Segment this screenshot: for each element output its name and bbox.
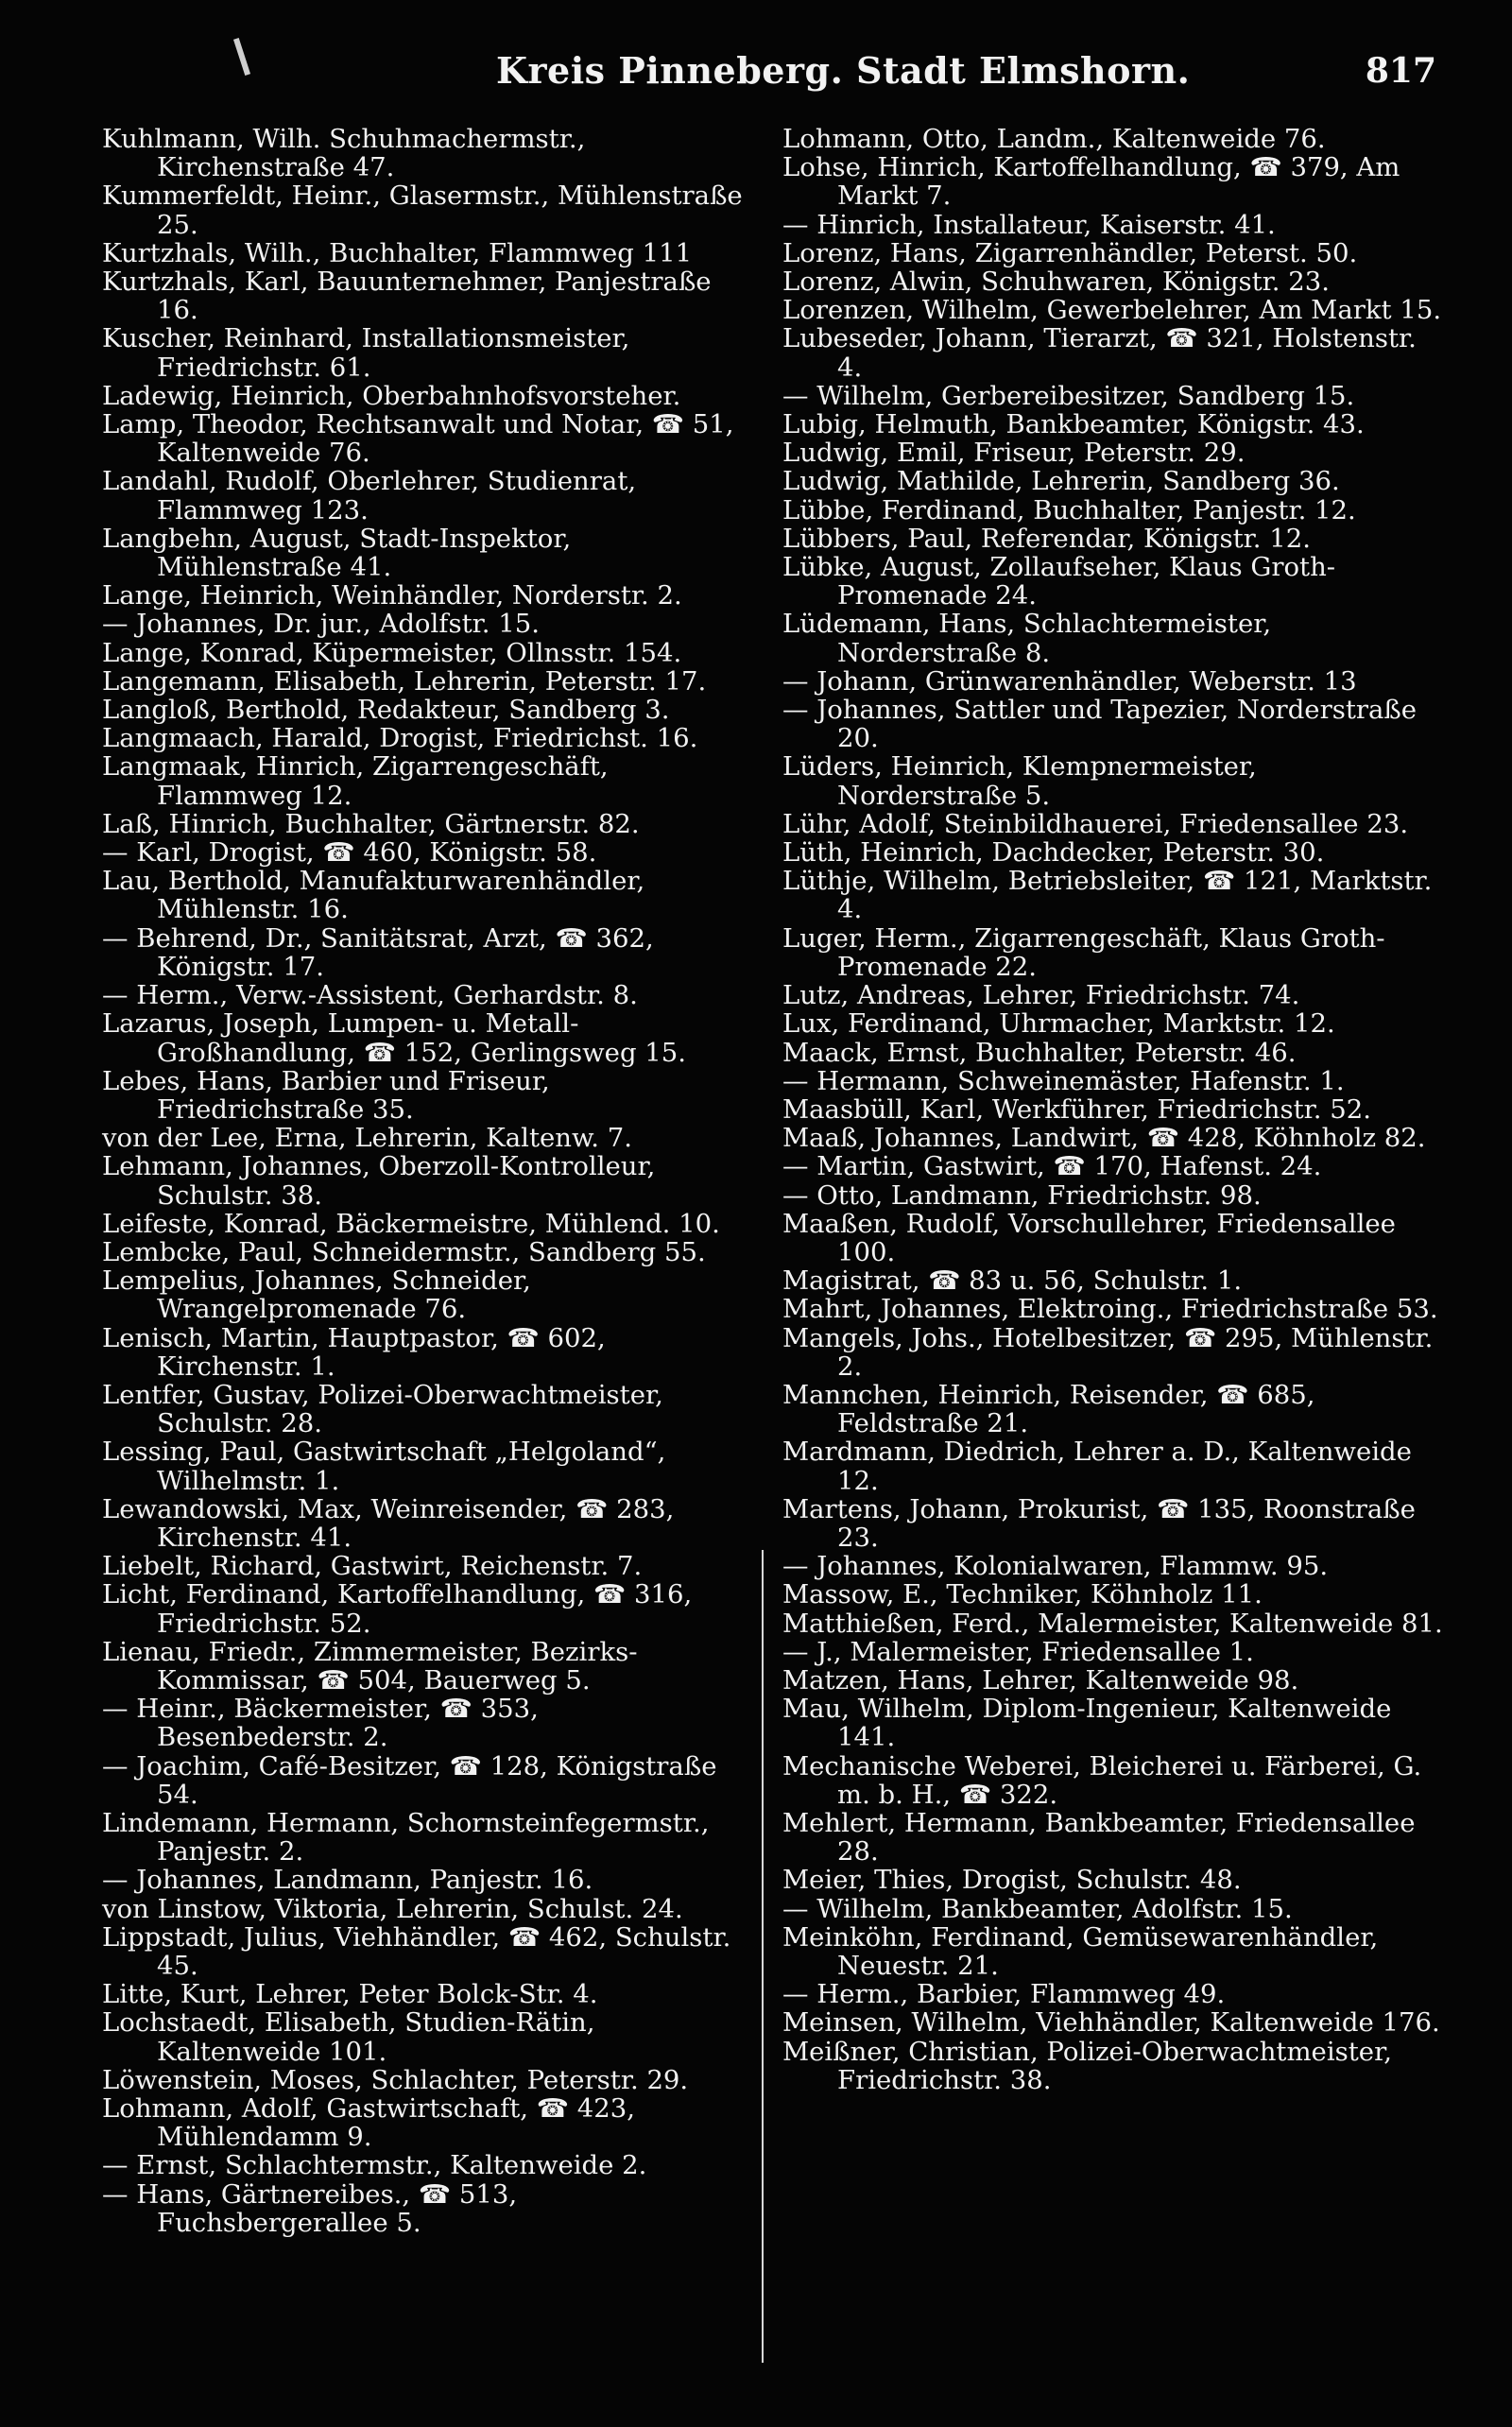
directory-entry: — Hans, Gärtnereibes., ☎ 513, Fuchsbergerallee 5. (102, 2178, 518, 2238)
directory-entry: Langloß, Berthold, Redakteur, Sandberg 3. (102, 695, 670, 726)
directory-entry: Lamp, Theodor, Rechtsanwalt und Notar, ☎ 51, Kaltenweide 76. (102, 409, 734, 469)
directory-entry: — Johann, Grünwarenhändler, Weberstr. 13 (782, 665, 1357, 697)
directory-entry: Kummerfeldt, Heinr., Glasermstr., Mühlenstraße 25. (102, 181, 743, 240)
directory-entry: Lübbe, Ferdinand, Buchhalter, Panjestr. 12. (782, 494, 1356, 525)
directory-entry: Kuhlmann, Wilh. Schuhmachermstr., Kirchenstraße 47. (102, 124, 586, 183)
directory-entry: Lenisch, Martin, Hauptpastor, ☎ 602, Kirchenstr. 1. (102, 1322, 606, 1382)
directory-entry: Matzen, Hans, Lehrer, Kaltenweide 98. (782, 1664, 1299, 1695)
directory-entry: von Linstow, Viktoria, Lehrerin, Schulst. 24. (102, 1893, 683, 1924)
directory-entry: Lau, Berthold, Manufakturwarenhändler, Mühlenstr. 16. (102, 866, 645, 925)
directory-entry: Maaßen, Rudolf, Vorschullehrer, Friedensallee 100. (782, 1208, 1396, 1267)
directory-entry: Mau, Wilhelm, Diplom-Ingenieur, Kaltenweide 141. (782, 1694, 1392, 1753)
directory-entry: Meier, Thies, Drogist, Schulstr. 48. (782, 1865, 1242, 1896)
directory-entry: Mehlert, Hermann, Bankbeamter, Friedensallee 28. (782, 1807, 1416, 1868)
directory-entry: Lohmann, Otto, Landm., Kaltenweide 76. (782, 124, 1326, 154)
directory-entry: Kurtzhals, Wilh., Buchhalter, Flammweg 111 (102, 237, 693, 268)
directory-entry: Mannchen, Heinrich, Reisender, ☎ 685, Feldstraße 21. (782, 1379, 1315, 1439)
directory-entry: Langmaak, Hinrich, Zigarrengeschäft, Flammweg 12. (102, 751, 609, 811)
left-column (102, 125, 745, 2237)
directory-entry: — Herm., Verw.-Assistent, Gerhardstr. 8. (102, 980, 638, 1011)
directory-entry: Löwenstein, Moses, Schlachter, Peterstr. 29. (102, 2064, 689, 2095)
directory-entry: Mahrt, Johannes, Elektroing., Friedrichstraße 53. (782, 1294, 1438, 1325)
directory-entry: Langmaach, Harald, Drogist, Friedrichst. 16. (102, 723, 698, 754)
directory-entry: Maack, Ernst, Buchhalter, Peterstr. 46. (782, 1037, 1297, 1068)
directory-entry: Lehmann, Johannes, Oberzoll-Kontrolleur, Schulstr. 38. (102, 1151, 656, 1211)
directory-entry: Lubeseder, Johann, Tierarzt, ☎ 321, Holstenstr. 4. (782, 323, 1417, 383)
directory-entry: — Wilhelm, Gerbereibesitzer, Sandberg 15. (782, 380, 1355, 411)
directory-entry: Lange, Konrad, Küpermeister, Ollnsstr. 154. (102, 637, 682, 668)
directory-entry: Lochstaedt, Elisabeth, Studien-Rätin, Kaltenweide 101. (102, 2007, 595, 2067)
running-title: Kreis Pinneberg. Stadt Elmshorn. (496, 49, 1191, 92)
column-divider (762, 1550, 764, 2363)
directory-entry: Lübke, August, Zollaufseher, Klaus Groth-Promenade 24. (782, 552, 1336, 611)
directory-entry: Maasbüll, Karl, Werkführer, Friedrichstr. 52. (782, 1093, 1372, 1125)
directory-entry: Lindemann, Hermann, Schornsteinfegermstr., Panjestr. 2. (102, 1807, 710, 1868)
directory-entry: Meinsen, Wilhelm, Viehhändler, Kaltenweide 176. (782, 2007, 1440, 2039)
directory-entry: Lübbers, Paul, Referendar, Königstr. 12. (782, 523, 1311, 554)
directory-entry: Lange, Heinrich, Weinhändler, Norderstr. 2. (102, 580, 682, 611)
right-column (782, 125, 1444, 2094)
directory-entry: Licht, Ferdinand, Kartoffelhandlung, ☎ 316, Friedrichstr. 52. (102, 1579, 693, 1639)
directory-entry: Matthießen, Ferd., Malermeister, Kaltenweide 81. (782, 1608, 1443, 1639)
directory-entry: Mechanische Weberei, Bleicherei u. Färberei, G. m. b. H., ☎ 322. (782, 1750, 1422, 1810)
directory-entry: Lessing, Paul, Gastwirtschaft „Helgoland“, Wilhelmstr. 1. (102, 1437, 666, 1496)
directory-entry: — Johannes, Sattler und Tapezier, Norderstraße 20. (782, 695, 1418, 754)
directory-entry: — Martin, Gastwirt, ☎ 170, Hafenst. 24. (782, 1151, 1322, 1182)
directory-entry: Ludwig, Mathilde, Lehrerin, Sandberg 36. (782, 466, 1340, 497)
directory-entry: Lubig, Helmuth, Bankbeamter, Königstr. 43. (782, 409, 1365, 440)
directory-entry: Liebelt, Richard, Gastwirt, Reichenstr. 7. (102, 1551, 643, 1582)
directory-entry: Luger, Herm., Zigarrengeschäft, Klaus Groth-Promenade 22. (782, 922, 1385, 982)
directory-entry: — Herm., Barbier, Flammweg 49. (782, 1979, 1226, 2010)
directory-entry: — Wilhelm, Bankbeamter, Adolfstr. 15. (782, 1893, 1293, 1924)
directory-entry: Langemann, Elisabeth, Lehrerin, Peterstr. 17. (102, 665, 707, 697)
directory-entry: Lüthje, Wilhelm, Betriebsleiter, ☎ 121, Marktstr. 4. (782, 866, 1433, 925)
directory-entry: — J., Malermeister, Friedensallee 1. (782, 1636, 1254, 1667)
directory-entry: Lebes, Hans, Barbier und Friseur, Friedrichstraße 35. (102, 1065, 550, 1125)
directory-entry: Lienau, Friedr., Zimmermeister, Bezirks-Kommissar, ☎ 504, Bauerweg 5. (102, 1636, 638, 1695)
directory-entry: Litte, Kurt, Lehrer, Peter Bolck-Str. 4. (102, 1979, 598, 2010)
directory-entry: — Hermann, Schweinemäster, Hafenstr. 1. (782, 1065, 1345, 1096)
directory-entry: Mangels, Johs., Hotelbesitzer, ☎ 295, Mühlenstr. 2. (782, 1322, 1434, 1382)
directory-entry: Ladewig, Heinrich, Oberbahnhofsvorsteher. (102, 380, 681, 411)
directory-entry: Leifeste, Konrad, Bäckermeistre, Mühlend. 10. (102, 1208, 720, 1239)
directory-entry: Langbehn, August, Stadt-Inspektor, Mühlenstraße 41. (102, 523, 572, 583)
directory-entry: Lüders, Heinrich, Klempnermeister, Norderstraße 5. (782, 751, 1257, 811)
directory-entry: Kurtzhals, Karl, Bauunternehmer, Panjestraße 16. (102, 267, 712, 326)
directory-entry: — Joachim, Café-Besitzer, ☎ 128, Königstraße 54. (102, 1750, 717, 1810)
directory-entry: Lutz, Andreas, Lehrer, Friedrichstr. 74. (782, 980, 1300, 1011)
directory-entry: Lembcke, Paul, Schneidermstr., Sandberg 55. (102, 1236, 706, 1267)
directory-entry: Ludwig, Emil, Friseur, Peterstr. 29. (782, 438, 1246, 469)
directory-entry: — Otto, Landmann, Friedrichstr. 98. (782, 1179, 1262, 1211)
directory-entry: Mardmann, Diedrich, Lehrer a. D., Kaltenweide 12. (782, 1437, 1412, 1496)
directory-entry: — Hinrich, Installateur, Kaiserstr. 41. (782, 209, 1276, 240)
directory-entry: Lippstadt, Julius, Viehhändler, ☎ 462, Schulstr. 45. (102, 1921, 731, 1981)
directory-entry: Lazarus, Joseph, Lumpen- u. Metall-Großhandlung, ☎ 152, Gerlingsweg 15. (102, 1008, 687, 1068)
directory-entry: Maaß, Johannes, Landwirt, ☎ 428, Köhnholz 82. (782, 1123, 1426, 1154)
directory-entry: Lentfer, Gustav, Polizei-Oberwachtmeister, Schulstr. 28. (102, 1379, 663, 1439)
directory-entry: Lüth, Heinrich, Dachdecker, Peterstr. 30. (782, 837, 1325, 869)
directory-entry: Lohmann, Adolf, Gastwirtschaft, ☎ 423, Mühlendamm 9. (102, 2093, 636, 2153)
page-header (0, 49, 1512, 106)
directory-entry: — Ernst, Schlachtermstr., Kaltenweide 2. (102, 2150, 647, 2181)
directory-entry: Kuscher, Reinhard, Installationsmeister, Friedrichstr. 61. (102, 323, 630, 383)
directory-entry: Lorenzen, Wilhelm, Gewerbelehrer, Am Markt 15. (782, 295, 1442, 326)
directory-entry: Lux, Ferdinand, Uhrmacher, Marktstr. 12. (782, 1008, 1335, 1040)
directory-entry: Lüdemann, Hans, Schlachtermeister, Norderstraße 8. (782, 609, 1272, 668)
directory-entry: von der Lee, Erna, Lehrerin, Kaltenw. 7. (102, 1123, 632, 1154)
directory-entry: Meinköhn, Ferdinand, Gemüsewarenhändler, Neuestr. 21. (782, 1921, 1379, 1981)
directory-entry: — Karl, Drogist, ☎ 460, Königstr. 58. (102, 837, 597, 869)
directory-entry: Lewandowski, Max, Weinreisender, ☎ 283, Kirchenstr. 41. (102, 1493, 675, 1553)
page-number: 817 (1365, 51, 1436, 91)
directory-entry: Laß, Hinrich, Buchhalter, Gärtnerstr. 82. (102, 808, 640, 839)
directory-entry: Landahl, Rudolf, Oberlehrer, Studienrat, Flammweg 123. (102, 466, 637, 525)
directory-entry: — Heinr., Bäckermeister, ☎ 353, Besenbederstr. 2. (102, 1694, 539, 1753)
directory-entry: Meißner, Christian, Polizei-Oberwachtmeister, Friedrichstr. 38. (782, 2036, 1392, 2095)
directory-entry: Massow, E., Techniker, Köhnholz 11. (782, 1579, 1263, 1610)
directory-entry: Lohse, Hinrich, Kartoffelhandlung, ☎ 379, Am Markt 7. (782, 152, 1400, 212)
directory-entry: — Behrend, Dr., Sanitätsrat, Arzt, ☎ 362, Königstr. 17. (102, 922, 654, 982)
directory-entry: Lühr, Adolf, Steinbildhauerei, Friedensallee 23. (782, 808, 1409, 839)
directory-entry: Lorenz, Hans, Zigarrenhändler, Peterst. 50. (782, 237, 1358, 268)
directory-entry: — Johannes, Landmann, Panjestr. 16. (102, 1865, 593, 1896)
directory-entry: — Johannes, Kolonialwaren, Flammw. 95. (782, 1551, 1329, 1582)
directory-entry: Magistrat, ☎ 83 u. 56, Schulstr. 1. (782, 1265, 1243, 1297)
directory-entry: Lempelius, Johannes, Schneider, Wrangelpromenade 76. (102, 1265, 531, 1325)
directory-entry: Martens, Johann, Prokurist, ☎ 135, Roonstraße 23. (782, 1493, 1416, 1553)
directory-entry: — Johannes, Dr. jur., Adolfstr. 15. (102, 609, 540, 640)
directory-entry: Lorenz, Alwin, Schuhwaren, Königstr. 23. (782, 267, 1331, 298)
